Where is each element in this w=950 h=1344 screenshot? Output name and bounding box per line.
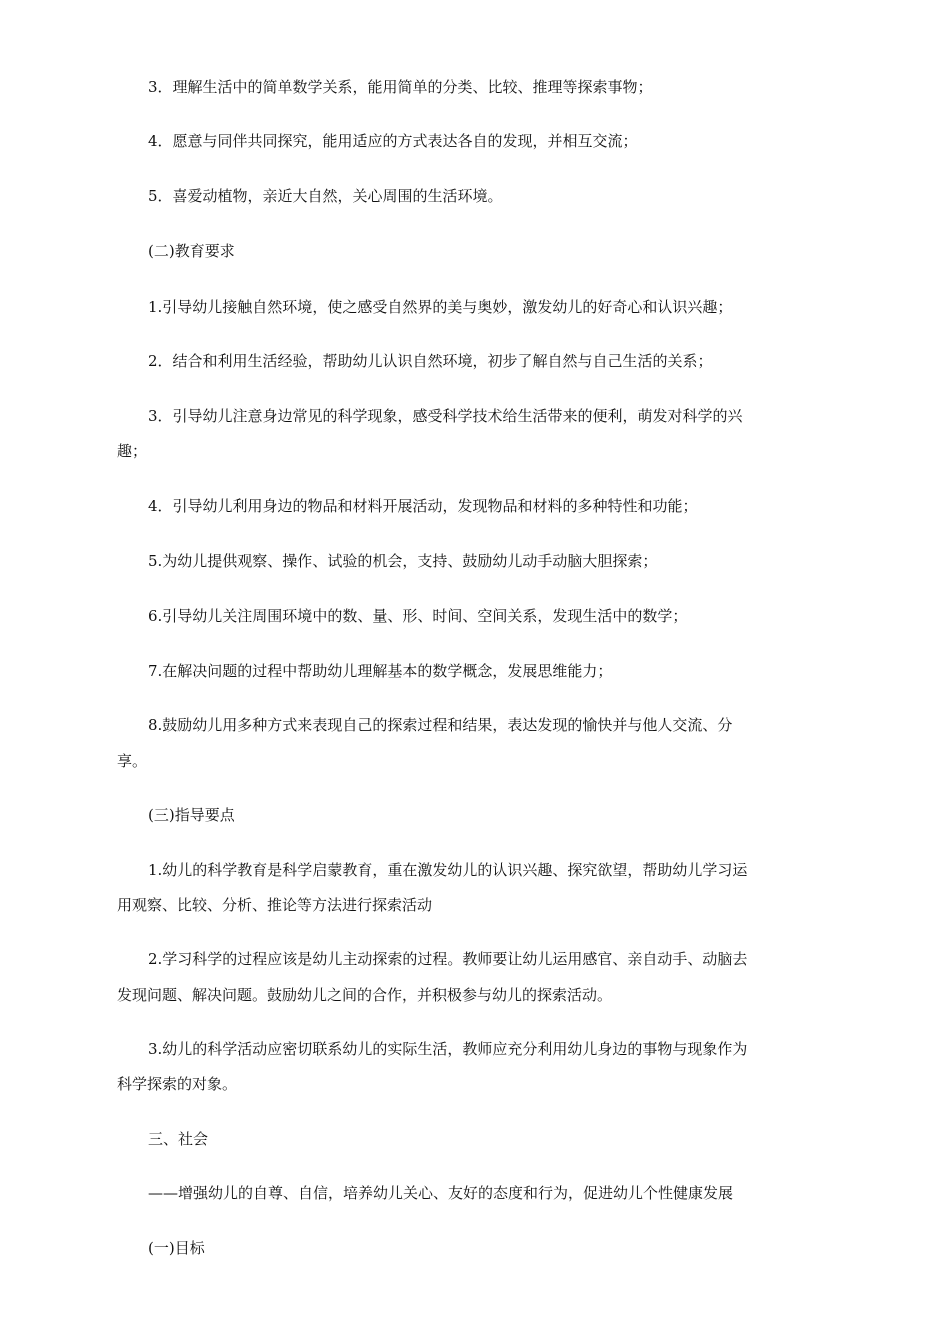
section-heading-goals: (一)目标: [148, 1239, 205, 1257]
item-5-line-1: 5．喜爱动植物，亲近大自然，关心周围的生活环境。: [148, 187, 503, 205]
guidance-3-line-1: 3.幼儿的科学活动应密切联系幼儿的实际生活，教师应充分利用幼儿身边的事物与现象作为: [148, 1040, 748, 1058]
item-3-line-1: 3．理解生活中的简单数学关系，能用简单的分类、比较、推理等探索事物；: [148, 78, 653, 96]
requirement-3-line-2: 趣；: [117, 442, 148, 460]
guidance-2-line-2: 发现问题、解决问题。鼓励幼儿之间的合作，并积极参与幼儿的探索活动。: [117, 986, 613, 1004]
item-4-line-1: 4．愿意与同伴共同探究，能用适应的方式表达各自的发现，并相互交流；: [148, 132, 638, 150]
requirement-2-line-1: 2．结合和利用生活经验，帮助幼儿认识自然环境，初步了解自然与自己生活的关系；: [148, 352, 713, 370]
requirement-4-line-1: 4．引导幼儿利用身边的物品和材料开展活动，发现物品和材料的多种特性和功能；: [148, 497, 698, 515]
requirement-8-line-2: 享。: [117, 752, 148, 770]
section-heading-guidance-points: (三)指导要点: [148, 806, 235, 824]
requirement-1-line-1: 1.引导幼儿接触自然环境，使之感受自然界的美与奥妙，激发幼儿的好奇心和认识兴趣；: [148, 298, 733, 316]
guidance-3-line-2: 科学探索的对象。: [117, 1075, 238, 1093]
guidance-1-line-1: 1.幼儿的科学教育是科学启蒙教育，重在激发幼儿的认识兴趣、探究欲望，帮助幼儿学习运: [148, 861, 748, 879]
guidance-2-line-1: 2.学习科学的过程应该是幼儿主动探索的过程。教师要让幼儿运用感官、亲自动手、动脑去: [148, 950, 748, 968]
section-heading-society: 三、社会: [148, 1130, 209, 1148]
requirement-5-line-1: 5.为幼儿提供观察、操作、试验的机会，支持、鼓励幼儿动手动脑大胆探索；: [148, 552, 658, 570]
section-heading-education-requirements: (二)教育要求: [148, 242, 235, 260]
society-summary: ——增强幼儿的自尊、自信，培养幼儿关心、友好的态度和行为，促进幼儿个性健康发展: [148, 1184, 734, 1202]
requirement-7-line-1: 7.在解决问题的过程中帮助幼儿理解基本的数学概念，发展思维能力；: [148, 662, 613, 680]
guidance-1-line-2: 用观察、比较、分析、推论等方法进行探索活动: [117, 896, 433, 914]
requirement-3-line-1: 3．引导幼儿注意身边常见的科学现象，感受科学技术给生活带来的便利，萌发对科学的兴: [148, 407, 743, 425]
requirement-8-line-1: 8.鼓励幼儿用多种方式来表现自己的探索过程和结果，表达发现的愉快并与他人交流、分: [148, 716, 733, 734]
requirement-6-line-1: 6.引导幼儿关注周围环境中的数、量、形、时间、空间关系，发现生活中的数学；: [148, 607, 688, 625]
